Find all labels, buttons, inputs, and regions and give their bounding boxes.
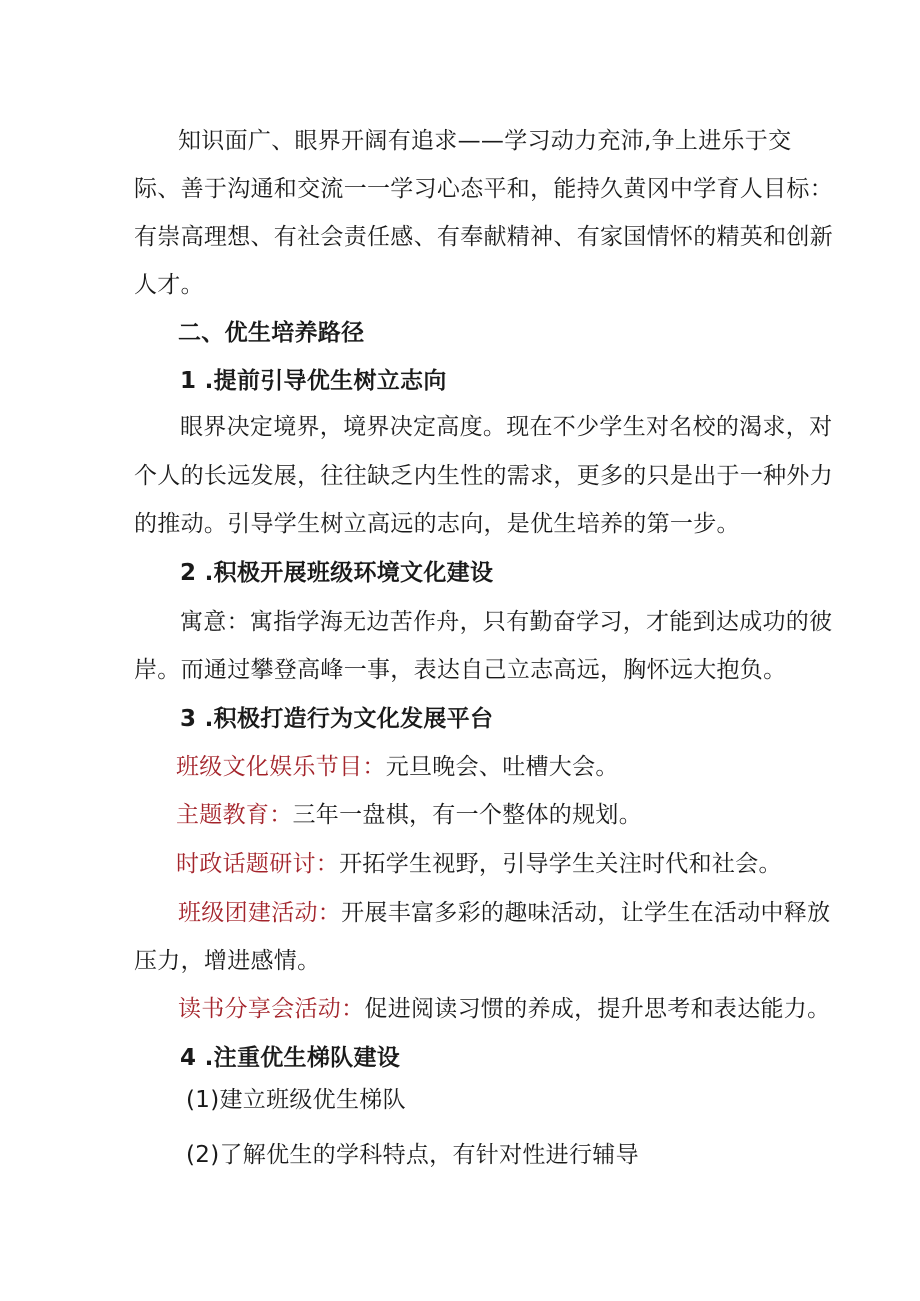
- activity-label: 班级团建活动：: [178, 900, 342, 926]
- intro-line-1: 知识面广、眼界开阔有追求——学习动力充沛,争上进乐于交: [178, 128, 792, 154]
- intro-line-4: 人才。: [134, 272, 204, 298]
- activity-item: [176, 849, 782, 879]
- activity-text: 开拓学生视野，引导学生关注时代和社会。: [339, 851, 782, 877]
- activity-label: 时政话题研讨：: [176, 851, 340, 877]
- intro-line-3: 有崇高理想、有社会责任感、有奉献精神、有家国情怀的精英和创新: [134, 224, 833, 250]
- intro-line-2: 际、善于沟通和交流一一学习心态平和，能持久黄冈中学育人目标：: [134, 176, 833, 202]
- activity-label: 班级文化娱乐节目：: [176, 754, 386, 780]
- list-item: (2)了解优生的学科特点，有针对性进行辅导: [186, 1142, 639, 1168]
- list-item: (1)建立班级优生梯队: [186, 1087, 406, 1113]
- activity-item: [178, 898, 830, 928]
- section-title: 二、优生培养路径: [178, 320, 365, 346]
- subsection-2-title: 2 .积极开展班级环境文化建设: [180, 560, 494, 586]
- activity-item: [178, 994, 830, 1024]
- activity-text: 促进阅读习惯的养成，提升思考和表达能力。: [364, 996, 831, 1022]
- activity-text: 开展丰富多彩的趣味活动，让学生在活动中释放: [341, 900, 831, 926]
- activity-label: 主题教育：: [176, 802, 293, 828]
- activity-text: 三年一盘棋，有一个整体的规划。: [292, 802, 642, 828]
- s1-line-2: 个人的长远发展，往往缺乏内生性的需求，更多的只是出于一种外力: [134, 463, 833, 489]
- subsection-3-title: 3 .积极打造行为文化发展平台: [180, 706, 494, 732]
- s2-line-1: 寓意：寓指学海无边苦作舟，只有勤奋学习，才能到达成功的彼: [180, 609, 833, 635]
- activity-item-continuation: 压力，增进感情。: [134, 948, 321, 974]
- activity-text: 元旦晚会、吐槽大会。: [385, 754, 619, 780]
- s1-line-3: 的推动。引导学生树立高远的志向，是优生培养的第一步。: [134, 511, 740, 537]
- subsection-4-title: 4 .注重优生梯队建设: [180, 1045, 401, 1071]
- activity-item: [176, 752, 619, 782]
- s1-line-1: 眼界决定境界，境界决定高度。现在不少学生对名校的渴求，对: [180, 414, 833, 440]
- s2-line-2: 岸。而通过攀登高峰一事，表达自己立志高远，胸怀远大抱负。: [134, 657, 787, 683]
- activity-item: [176, 800, 642, 830]
- subsection-1-title: 1 .提前引导优生树立志向: [180, 368, 447, 394]
- activity-label: 读书分享会活动：: [178, 996, 365, 1022]
